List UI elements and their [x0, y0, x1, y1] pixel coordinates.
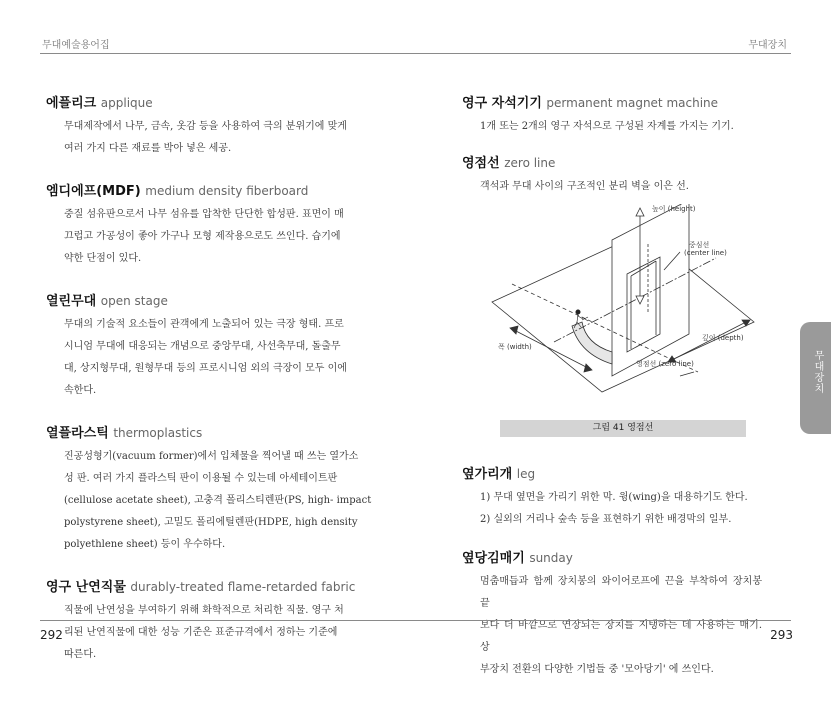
definition-line: 무대의 기술적 요소들이 관객에게 노출되어 있는 극장 형태. 프로: [64, 319, 344, 330]
bottom-rule: [40, 620, 791, 621]
right-page-column: [462, 94, 762, 703]
definition-line: 객석과 무대 사이의 구조적인 분리 벽을 이은 선.: [480, 181, 689, 192]
definition: [480, 487, 762, 531]
top-rule: [40, 53, 791, 54]
glossary-entry: [46, 292, 376, 402]
definition: [64, 204, 376, 270]
definition-line: 부장치 전환의 다양한 기법들 중 '모아당기' 에 쓰인다.: [480, 664, 714, 675]
running-header-right: 무대장치: [748, 40, 787, 51]
zero-line-label: 영점선 (zero line): [636, 360, 694, 368]
definition-line: 시니엄 무대에 대응되는 개념으로 중앙무대, 사선축무대, 돌출무: [64, 341, 341, 352]
term-english: medium density fiberboard: [145, 184, 309, 198]
definition: [64, 116, 376, 160]
definition-line: 직물에 난연성을 부여하기 위해 화학적으로 처리한 직물. 영구 처: [64, 605, 344, 616]
definition: [480, 571, 762, 681]
definition-line: 중질 섬유판으로서 나무 섬유를 압착한 단단한 합성판. 표면이 매: [64, 209, 344, 220]
glossary-entry: [462, 549, 762, 681]
term-english: durably-treated flame-retarded fabric: [130, 580, 356, 594]
section-tab-label: 무대장치: [812, 350, 823, 394]
center-line-label-ko: 중심선: [689, 241, 710, 249]
term-korean: 옆가리개: [462, 467, 513, 482]
definition-line: 멈춤매듭과 함께 장치봉의 와이어로프에 끈을 부착하여 장치봉 끝: [480, 576, 762, 609]
zero-line-diagram: [484, 204, 762, 414]
definition-line: 약한 단점이 있다.: [64, 253, 142, 264]
definition-line: 1개 또는 2개의 영구 자석으로 구성된 자계를 가지는 기기.: [480, 121, 734, 132]
page-number-right: 293: [770, 628, 793, 642]
term-korean: 영점선: [462, 156, 500, 171]
term-korean: 옆당김매기: [462, 551, 525, 566]
figure-caption: 그림 41 영점선: [500, 420, 746, 437]
definition-line: polystyrene sheet), 고밀도 폴리에틸렌판(HDPE, high density: [64, 517, 358, 528]
left-page-column: [46, 94, 376, 688]
page-number-left: 292: [40, 628, 63, 642]
definition: [64, 600, 376, 666]
definition-line: 대, 상지형무대, 원형무대 등의 프로시니엄 외의 극장이 모두 이에: [64, 363, 347, 374]
term-english: leg: [516, 467, 536, 481]
term-english: applique: [100, 96, 153, 110]
glossary-entry: [46, 94, 376, 160]
term-english: permanent magnet machine: [546, 96, 719, 110]
zero-line-figure: [484, 204, 762, 414]
definition-line: 무대제작에서 나무, 금속, 옷감 등을 사용하여 극의 분위기에 맞게: [64, 121, 347, 132]
section-tab: [800, 322, 831, 434]
center-line-label-en: (center line): [684, 249, 727, 257]
definition-line: 리된 난연직물에 대한 성능 기준은 표준규격에서 정하는 기준에: [64, 627, 338, 638]
term-korean: 열플라스틱: [46, 426, 109, 441]
glossary-entry: [46, 182, 376, 270]
definition-line: 2) 실외의 거리나 숲속 등을 표현하기 위한 배경막의 일부.: [480, 514, 732, 525]
definition-line: 1) 무대 옆면을 가리기 위한 막. 윙(wing)을 대용하기도 한다.: [480, 492, 748, 503]
definition: [64, 314, 376, 402]
term-korean: 엠디에프(MDF): [46, 184, 141, 199]
definition: [64, 446, 376, 556]
term-english: zero line: [504, 156, 556, 170]
definition-line: (cellulose acetate sheet), 고충격 폴리스티렌판(PS, high- impact: [64, 495, 372, 506]
glossary-entry: [462, 465, 762, 531]
definition-line: 따른다.: [64, 649, 97, 660]
depth-label: 깊이 (depth): [702, 334, 744, 342]
glossary-entry: [462, 154, 762, 198]
definition: [480, 116, 762, 138]
definition-line: 진공성형기(vacuum former)에서 입체물을 찍어낼 때 쓰는 열가소: [64, 451, 359, 462]
term-korean: 에플리크: [46, 96, 97, 111]
glossary-entry: [462, 94, 762, 138]
term-english: open stage: [100, 294, 168, 308]
term-korean: 열린무대: [46, 294, 97, 309]
height-label: 높이 (height): [652, 205, 696, 213]
term-english: thermoplastics: [113, 426, 203, 440]
term-korean: 영구 난연직물: [46, 580, 126, 595]
definition-line: 여러 가지 다른 재료를 박아 넣은 세공.: [64, 143, 232, 154]
definition-line: 끄럽고 가공성이 좋아 가구나 모형 제작용으로도 쓰인다. 습기에: [64, 231, 341, 242]
definition-line: 보다 더 바깥으로 연장되는 장치를 지탱하는 데 사용하는 매기. 상: [480, 620, 762, 653]
width-label: 폭 (width): [498, 343, 532, 351]
definition: [480, 176, 762, 198]
definition-line: polyethlene sheet) 등이 우수하다.: [64, 539, 226, 550]
term-korean: 영구 자석기기: [462, 96, 542, 111]
definition-line: 성 판. 여러 가지 플라스틱 판이 이용될 수 있는데 아세테이트판: [64, 473, 338, 484]
glossary-entry: [46, 424, 376, 556]
running-header-left: 무대예술용어집: [42, 40, 110, 51]
glossary-entry: [46, 578, 376, 666]
term-english: sunday: [529, 551, 573, 565]
definition-line: 속한다.: [64, 385, 97, 396]
